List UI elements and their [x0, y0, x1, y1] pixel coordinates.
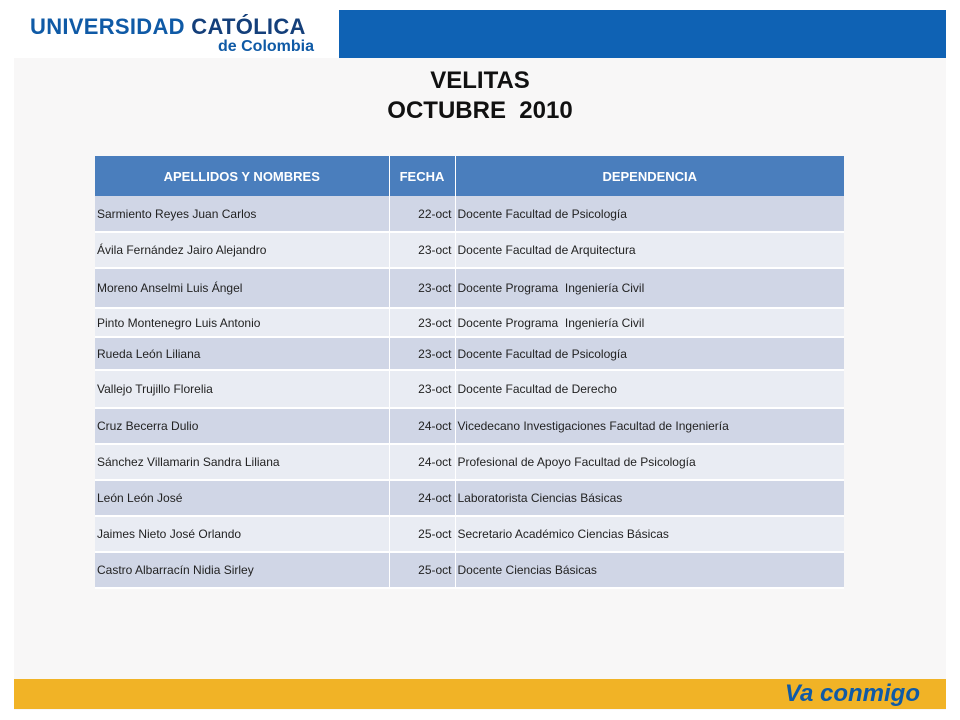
cell-dependencia: Docente Facultad de Derecho	[455, 370, 844, 408]
header-apellidos-nombres: APELLIDOS Y NOMBRES	[95, 156, 389, 196]
cell-dependencia: Docente Facultad de Arquitectura	[455, 232, 844, 268]
page-title	[14, 66, 946, 126]
cell-dependencia: Docente Programa Ingeniería Civil	[455, 268, 844, 308]
cell-name: Castro Albarracín Nidia Sirley	[95, 552, 389, 588]
cell-name: Pinto Montenegro Luis Antonio	[95, 308, 389, 337]
cell-dependencia: Docente Facultad de Psicología	[455, 196, 844, 232]
slogan: Va conmigo	[784, 680, 920, 707]
cell-dependencia: Profesional de Apoyo Facultad de Psicología	[455, 444, 844, 480]
table-row	[95, 196, 844, 232]
cell-fecha: 24-oct	[389, 480, 455, 516]
cell-fecha: 23-oct	[389, 370, 455, 408]
logo-subtitle: de Colombia	[218, 38, 315, 55]
cell-name: León León José	[95, 480, 389, 516]
cell-name: Jaimes Nieto José Orlando	[95, 516, 389, 552]
table-row	[95, 337, 844, 370]
cell-fecha: 25-oct	[389, 552, 455, 588]
title-line-1: VELITAS	[430, 67, 530, 94]
logo-word-catolica: CATÓLICA	[191, 14, 306, 39]
cell-fecha: 23-oct	[389, 308, 455, 337]
table-row	[95, 370, 844, 408]
cell-dependencia: Docente Facultad de Psicología	[455, 337, 844, 370]
cell-name: Sánchez Villamarin Sandra Liliana	[95, 444, 389, 480]
cell-name: Rueda León Liliana	[95, 337, 389, 370]
cell-dependencia: Laboratorista Ciencias Básicas	[455, 480, 844, 516]
cell-name: Cruz Becerra Dulio	[95, 408, 389, 444]
table-row	[95, 408, 844, 444]
cell-fecha: 24-oct	[389, 408, 455, 444]
table-row	[95, 480, 844, 516]
cell-fecha: 25-oct	[389, 516, 455, 552]
table-row	[95, 552, 844, 588]
cell-dependencia: Vicedecano Investigaciones Facultad de Ingeniería	[455, 408, 844, 444]
cell-fecha: 23-oct	[389, 337, 455, 370]
table-row	[95, 444, 844, 480]
logo-wordmark	[30, 14, 306, 40]
header-fecha: FECHA	[389, 156, 455, 196]
cell-dependencia: Docente Ciencias Básicas	[455, 552, 844, 588]
cell-name: Moreno Anselmi Luis Ángel	[95, 268, 389, 308]
table-row	[95, 308, 844, 337]
cell-dependencia: Docente Programa Ingeniería Civil	[455, 308, 844, 337]
table-row	[95, 516, 844, 552]
table-row	[95, 268, 844, 308]
cell-name: Ávila Fernández Jairo Alejandro	[95, 232, 389, 268]
birthdays-table	[95, 156, 844, 589]
cell-fecha: 23-oct	[389, 268, 455, 308]
cell-name: Sarmiento Reyes Juan Carlos	[95, 196, 389, 232]
header-dependencia: DEPENDENCIA	[455, 156, 844, 196]
cell-fecha: 22-oct	[389, 196, 455, 232]
cell-name: Vallejo Trujillo Florelia	[95, 370, 389, 408]
cell-fecha: 23-oct	[389, 232, 455, 268]
cell-dependencia: Secretario Académico Ciencias Básicas	[455, 516, 844, 552]
logo-word-universidad: UNIVERSIDAD	[30, 14, 185, 39]
table-row	[95, 232, 844, 268]
cell-fecha: 24-oct	[389, 444, 455, 480]
table-header-row	[95, 156, 844, 196]
title-line-2: OCTUBRE 2010	[387, 97, 573, 124]
